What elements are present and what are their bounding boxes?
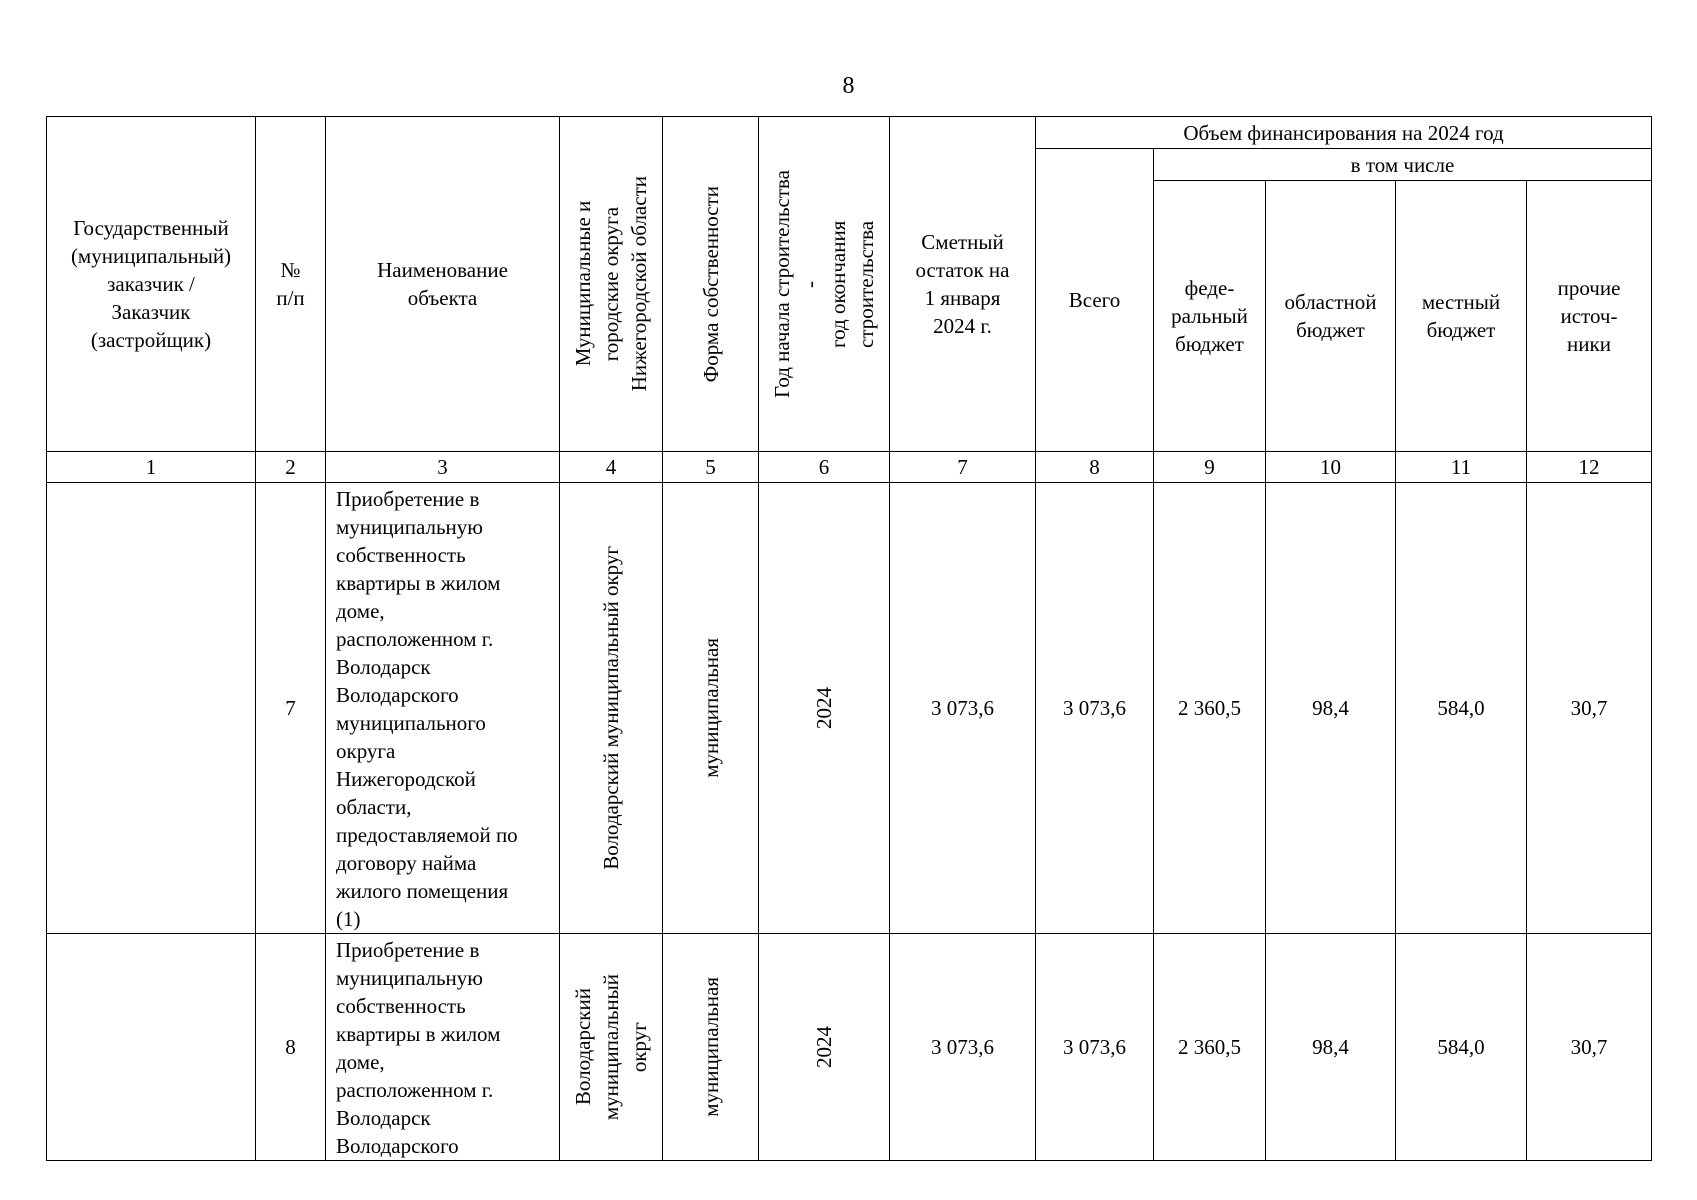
column-number: 4: [560, 452, 663, 483]
header-funding-title: Объем финансирования на 2024 год: [1036, 117, 1652, 149]
row-estimated-balance: 3 073,6: [890, 483, 1036, 934]
column-number: 8: [1036, 452, 1154, 483]
row-regional: 98,4: [1266, 483, 1396, 934]
header-construction-years: Год начала строительства - год окончания строительства: [759, 117, 890, 452]
row-ownership: муниципальная: [663, 934, 759, 1161]
header-regional-budget: областной бюджет: [1266, 181, 1396, 452]
header-other-sources: прочие источ- ники: [1527, 181, 1652, 452]
row-estimated-balance: 3 073,6: [890, 934, 1036, 1161]
row-local: 584,0: [1396, 934, 1527, 1161]
header-local-budget: местный бюджет: [1396, 181, 1527, 452]
row-district: Володарский муниципальный округ: [560, 934, 663, 1161]
page-number: 8: [842, 73, 855, 99]
column-number: 10: [1266, 452, 1396, 483]
header-object-name: Наименование объекта: [326, 117, 560, 452]
row-federal: 2 360,5: [1154, 934, 1266, 1161]
table-row: [47, 483, 1652, 934]
row-other: 30,7: [1527, 934, 1652, 1161]
column-number: 3: [326, 452, 560, 483]
row-object-name: Приобретение в муниципальную собственность квартиры в жилом доме, расположенном г. Володарск Володарского муниципального округа Нижегородской области, предоставляемой по договору найма жилого помещения (1): [326, 483, 560, 934]
column-number: 1: [47, 452, 256, 483]
row-other: 30,7: [1527, 483, 1652, 934]
row-customer: [47, 934, 256, 1161]
row-years: 2024: [759, 483, 890, 934]
row-customer: [47, 483, 256, 934]
column-number: 6: [759, 452, 890, 483]
header-ownership-form: Форма собственности: [663, 117, 759, 452]
row-federal: 2 360,5: [1154, 483, 1266, 934]
row-object-name: Приобретение в муниципальную собственность квартиры в жилом доме, расположенном г. Володарск Володарского: [326, 934, 560, 1161]
column-number: 11: [1396, 452, 1527, 483]
row-number: 7: [256, 483, 326, 934]
row-regional: 98,4: [1266, 934, 1396, 1161]
column-number-row: [47, 452, 1652, 483]
financing-table: [46, 116, 1652, 1161]
row-total: 3 073,6: [1036, 483, 1154, 934]
column-number: 2: [256, 452, 326, 483]
column-number: 7: [890, 452, 1036, 483]
row-local: 584,0: [1396, 483, 1527, 934]
row-district: Володарский муниципальный округ: [560, 483, 663, 934]
header-customer: Государственный (муниципальный) заказчик / Заказчик (застройщик): [47, 117, 256, 452]
header-total: Всего: [1036, 149, 1154, 452]
row-years: 2024: [759, 934, 890, 1161]
column-number: 5: [663, 452, 759, 483]
table-row: [47, 934, 1652, 1161]
row-number: 8: [256, 934, 326, 1161]
column-number: 9: [1154, 452, 1266, 483]
header-row-1: [47, 117, 1652, 149]
header-number: № п/п: [256, 117, 326, 452]
header-including: в том числе: [1154, 149, 1652, 181]
row-total: 3 073,6: [1036, 934, 1154, 1161]
header-estimated-balance: Сметный остаток на 1 января 2024 г.: [890, 117, 1036, 452]
column-number: 12: [1527, 452, 1652, 483]
header-federal-budget: феде- ральный бюджет: [1154, 181, 1266, 452]
header-districts: Муниципальные и городские округа Нижегородской области: [560, 117, 663, 452]
row-ownership: муниципальная: [663, 483, 759, 934]
